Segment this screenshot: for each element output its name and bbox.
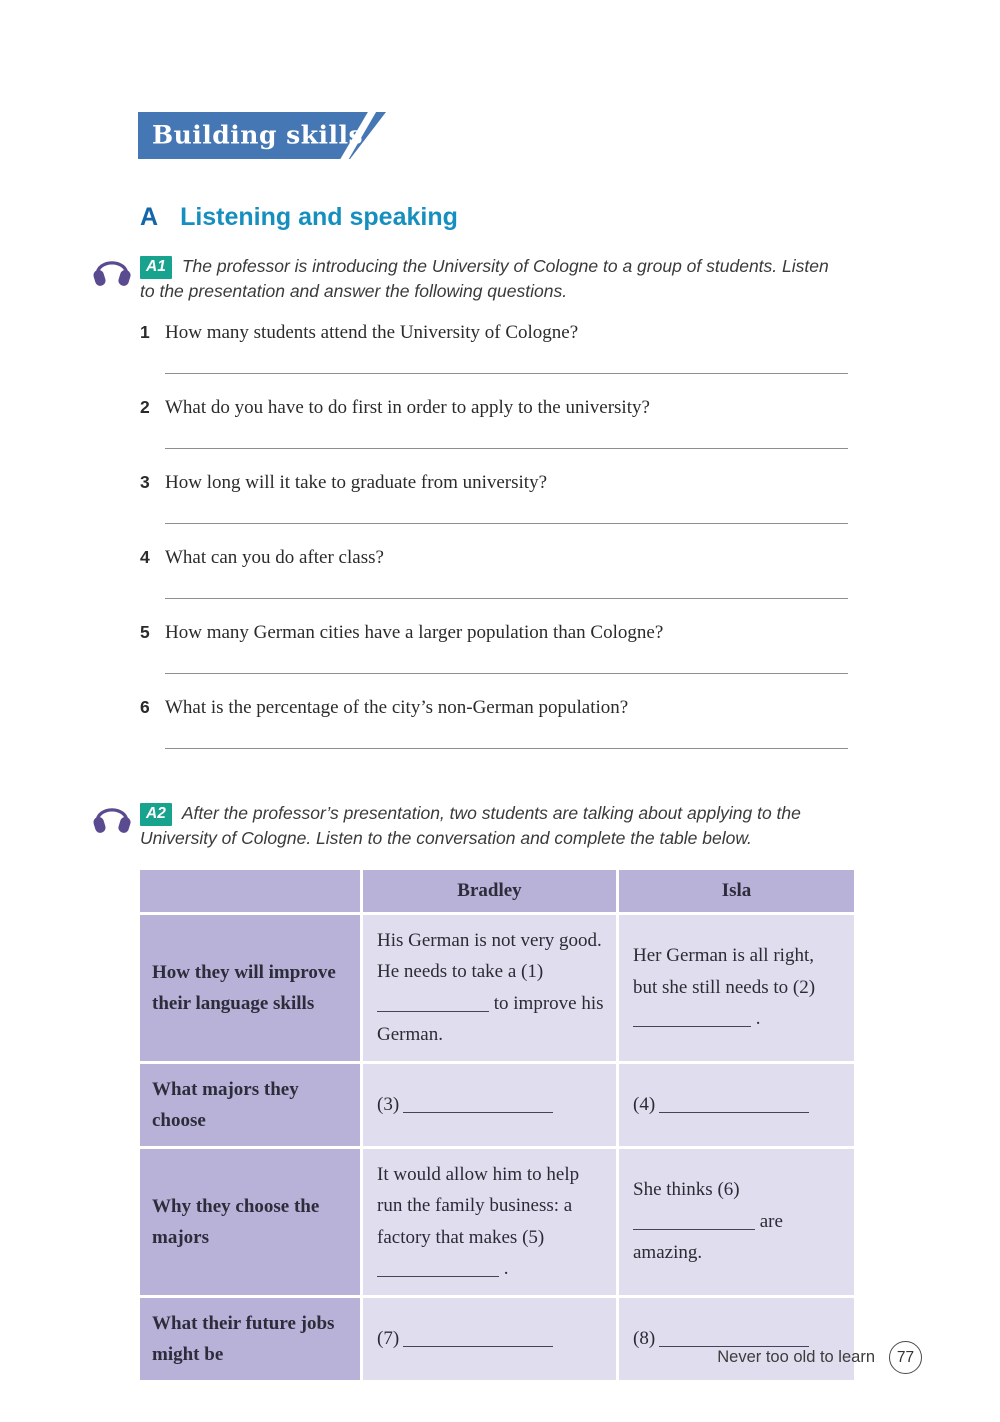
question-text: How many students attend the University of Cologne? (165, 322, 579, 343)
question-text: How many German cities have a larger population than Cologne? (165, 622, 664, 643)
headphones-icon (92, 250, 132, 290)
fill-in-blank (377, 1258, 499, 1277)
row-label-future-jobs: What their future jobs might be (140, 1298, 360, 1380)
answer-line (165, 522, 848, 524)
question-item (140, 470, 848, 524)
question-number: 3 (140, 472, 150, 492)
question-item (140, 695, 848, 749)
question-number: 6 (140, 697, 150, 717)
exercise-a1 (140, 254, 848, 303)
question-item (140, 545, 848, 599)
page-number: 77 (896, 1348, 915, 1366)
page-footer (717, 1341, 922, 1374)
section-letter: A (140, 203, 159, 231)
row-label-majors: What majors they choose (140, 1064, 360, 1146)
page-number-badge (889, 1341, 922, 1374)
headphones-icon (92, 797, 132, 837)
question-text: What is the percentage of the city’s non-German population? (165, 697, 629, 718)
cell-isla-major (619, 1064, 854, 1146)
section-title: Listening and speaking (180, 203, 458, 231)
question-text: What do you have to do first in order to apply to the university? (165, 397, 650, 418)
cell-isla-why: She thinks (6) are amazing. (619, 1149, 854, 1295)
building-skills-banner (138, 112, 386, 159)
answer-line (165, 747, 848, 749)
question-number: 1 (140, 322, 150, 342)
row-label-why-majors: Why they choose the majors (140, 1149, 360, 1295)
a1-instruction (140, 254, 848, 303)
a1-badge: A1 (140, 256, 172, 279)
cell-bradley-major (363, 1064, 616, 1146)
blank-number: (4) (633, 1093, 656, 1115)
blank-number: (3) (377, 1093, 400, 1115)
fill-in-blank (377, 992, 489, 1011)
table-header-isla: Isla (619, 870, 854, 912)
a2-instruction (140, 801, 848, 850)
a1-instruction-text: The professor is introducing the University of Cologne to a group of students. Listen to the presentation and answer the following questions. (140, 256, 829, 301)
answer-line (165, 372, 848, 374)
cell-bradley-job (363, 1298, 616, 1380)
row-label-improve-skills: How they will improve their language skills (140, 915, 360, 1061)
blank-number: (7) (377, 1327, 400, 1349)
fill-in-blank (403, 1328, 553, 1347)
question-number: 5 (140, 622, 150, 642)
question-text: What can you do after class? (165, 547, 384, 568)
blank-number: (6) (717, 1179, 740, 1201)
answer-line (165, 672, 848, 674)
blank-number: (1) (521, 961, 544, 982)
a2-instruction-text: After the professor’s presentation, two students are talking about applying to the University of Cologne. Listen to the conversation and complete the table below. (140, 803, 801, 848)
fill-in-blank (633, 1008, 751, 1027)
question-number: 4 (140, 547, 150, 567)
comparison-table (140, 870, 848, 1380)
table-corner-cell (140, 870, 360, 912)
blank-number: (5) (522, 1226, 545, 1248)
banner-title: Building skills (152, 119, 364, 149)
cell-bradley-improve: His German is not very good. He needs to take a (1) to improve his German. (363, 915, 616, 1061)
blank-number: (2) (792, 976, 816, 998)
cell-isla-improve: Her German is all right, but she still needs to (2) . (619, 915, 854, 1061)
fill-in-blank (659, 1094, 809, 1113)
answer-line (165, 597, 848, 599)
question-item (140, 620, 848, 674)
cell-bradley-why: It would allow him to help run the family business: a factory that makes (5) . (363, 1149, 616, 1295)
section-heading (140, 203, 848, 232)
question-item (140, 395, 848, 449)
question-text: How long will it take to graduate from university? (165, 472, 548, 493)
question-item (140, 320, 848, 374)
footer-motto: Never too old to learn (717, 1348, 875, 1366)
table-header-bradley: Bradley (363, 870, 616, 912)
questions-list (140, 320, 848, 749)
a2-badge: A2 (140, 803, 172, 826)
exercise-a2 (140, 801, 848, 850)
question-number: 2 (140, 397, 150, 417)
answer-line (165, 447, 848, 449)
blank-number: (8) (633, 1327, 656, 1349)
fill-in-blank (633, 1211, 755, 1230)
fill-in-blank (403, 1094, 553, 1113)
